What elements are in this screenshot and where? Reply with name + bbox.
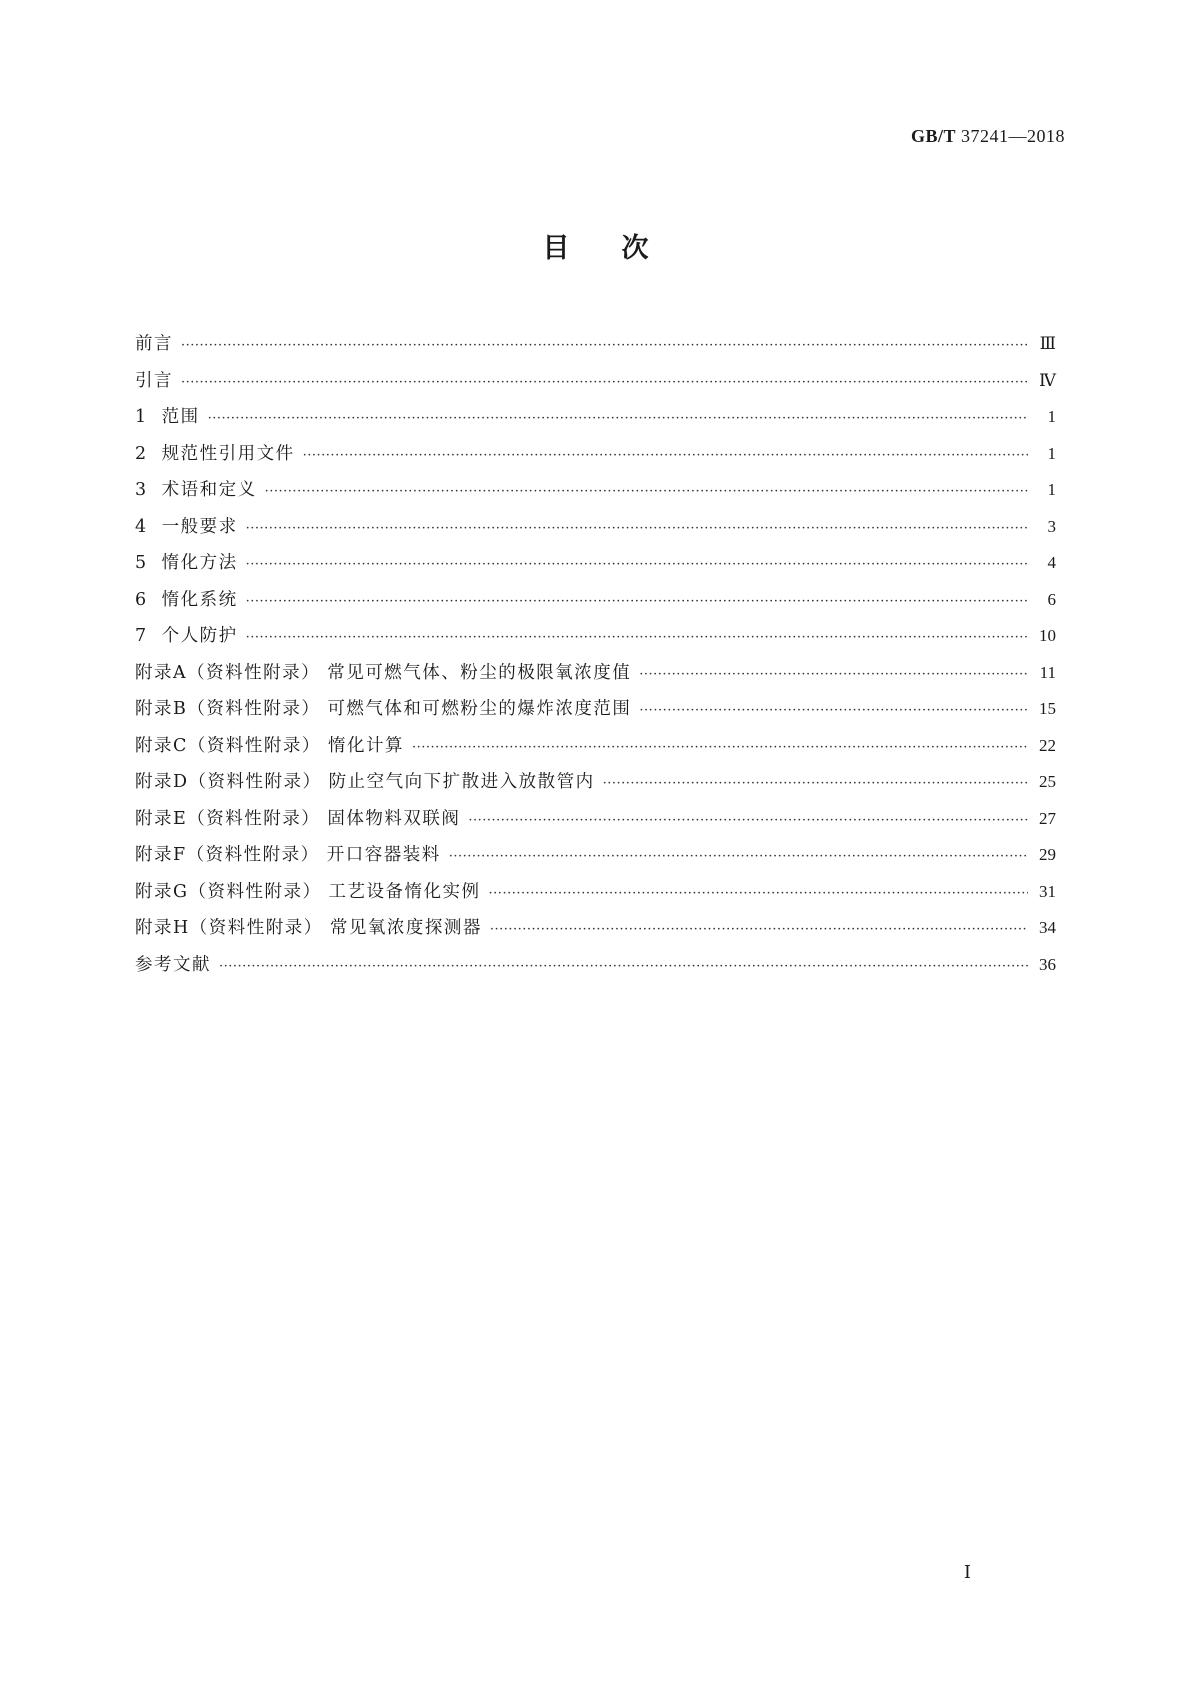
toc-entry-label-group [135, 618, 246, 655]
toc-dot-leader [246, 547, 1028, 584]
toc-entry[interactable] [135, 655, 1056, 692]
toc-entry-page: 25 [1039, 772, 1056, 791]
toc-dot-leader [181, 328, 1028, 365]
toc-entry-number: 6 [135, 589, 148, 610]
toc-entry-title: 个人防护 [161, 626, 238, 646]
toc-entry-title: 附录A（资料性附录） 常见可燃气体、粉尘的极限氧浓度值 [135, 662, 632, 683]
toc-entry-page: 34 [1039, 918, 1056, 937]
toc-dot-leader [449, 839, 1028, 876]
toc-entry-page: 3 [1047, 516, 1056, 536]
toc-entry-label-group [135, 910, 490, 947]
toc-entry-number: 2 [135, 443, 148, 464]
toc-entry-number: 7 [135, 626, 148, 646]
toc-entry-label-group [135, 509, 246, 546]
toc-entry[interactable] [135, 545, 1056, 582]
toc-entry-title: 范围 [161, 407, 200, 427]
toc-entry-label-group [135, 801, 468, 838]
toc-entry-label-group [135, 399, 208, 436]
toc-entry-title: 引言 [135, 370, 173, 391]
toc-entry-title: 术语和定义 [161, 480, 257, 500]
toc-entry[interactable] [135, 764, 1056, 801]
toc-entry-page: Ⅳ [1039, 370, 1056, 390]
toc-entry-label-group [135, 837, 449, 874]
toc-entry-label-group [135, 947, 219, 984]
toc-dot-leader [489, 876, 1028, 913]
toc-entry-label-group [135, 764, 603, 801]
toc-entry-page: 29 [1039, 845, 1056, 864]
toc-entry-title: 前言 [135, 334, 173, 354]
toc-entry-title: 附录E（资料性附录） 固体物料双联阀 [135, 808, 461, 829]
toc-dot-leader [603, 766, 1028, 803]
toc-entry-title: 惰化方法 [161, 553, 238, 573]
toc-entry[interactable] [135, 509, 1056, 546]
toc-entry-page: 27 [1039, 808, 1056, 828]
toc-dot-leader [639, 693, 1028, 730]
toc-dot-leader [639, 657, 1028, 694]
toc-entry-page: 36 [1039, 954, 1056, 974]
toc-dot-leader [208, 401, 1028, 438]
page-number: Ⅰ [963, 1562, 971, 1582]
toc-entry-title: 附录G（资料性附录） 工艺设备惰化实例 [135, 881, 481, 902]
toc-entry-title: 附录B（资料性附录） 可燃气体和可燃粉尘的爆炸浓度范围 [135, 699, 632, 719]
toc-entry[interactable] [135, 837, 1056, 874]
toc-entry[interactable] [135, 363, 1056, 400]
toc-entry[interactable] [135, 399, 1056, 436]
toc-dot-leader [219, 949, 1028, 986]
toc-title: 目次 [542, 233, 701, 264]
toc-dot-leader [412, 730, 1028, 767]
toc-entry-label-group [135, 582, 246, 619]
toc-dot-leader [468, 803, 1028, 840]
toc-entry[interactable] [135, 728, 1056, 765]
toc-dot-leader [181, 365, 1028, 402]
toc-dot-leader [303, 438, 1028, 475]
toc-entry[interactable] [135, 801, 1056, 838]
standard-prefix: GB/T [910, 126, 956, 146]
toc-entry-number: 1 [135, 407, 148, 427]
toc-entry-label-group [135, 728, 412, 765]
toc-dot-leader [246, 620, 1028, 657]
toc-entry[interactable] [135, 582, 1056, 619]
toc-list [135, 326, 1056, 983]
toc-entry-page: 4 [1047, 553, 1056, 572]
toc-entry-page: 31 [1039, 881, 1056, 901]
toc-dot-leader [265, 474, 1028, 511]
toc-entry-title: 附录H（资料性附录） 常见氧浓度探测器 [135, 918, 482, 938]
toc-entry[interactable] [135, 910, 1056, 947]
toc-dot-leader [246, 511, 1028, 548]
toc-entry-title: 规范性引用文件 [161, 443, 295, 464]
toc-entry-label-group [135, 655, 639, 692]
toc-entry-label-group [135, 436, 303, 473]
toc-entry-page: 15 [1039, 699, 1056, 718]
toc-entry-number: 4 [135, 516, 148, 537]
toc-entry-number: 5 [135, 553, 148, 573]
toc-entry-page: 1 [1047, 443, 1056, 463]
toc-entry-label-group [135, 874, 489, 911]
toc-entry-number: 3 [135, 480, 148, 500]
toc-entry[interactable] [135, 326, 1056, 363]
toc-entry-title: 附录F（资料性附录） 开口容器装料 [135, 845, 441, 865]
standard-code: 37241—2018 [961, 126, 1065, 146]
toc-entry-label-group [135, 472, 265, 509]
toc-entry[interactable] [135, 472, 1056, 509]
toc-entry[interactable] [135, 874, 1056, 911]
toc-entry-page: 11 [1039, 662, 1056, 682]
toc-entry-page: 10 [1039, 626, 1056, 645]
toc-entry-page: 1 [1047, 407, 1056, 426]
toc-entry-label-group [135, 545, 246, 582]
toc-entry-title: 参考文献 [135, 954, 211, 975]
toc-entry[interactable] [135, 691, 1056, 728]
toc-dot-leader [246, 584, 1028, 621]
toc-entry[interactable] [135, 618, 1056, 655]
toc-entry-page: 6 [1047, 589, 1056, 609]
toc-entry-label-group [135, 691, 639, 728]
toc-entry[interactable] [135, 436, 1056, 473]
toc-entry-title: 附录D（资料性附录） 防止空气向下扩散进入放散管内 [135, 772, 595, 792]
toc-entry-title: 惰化系统 [161, 589, 238, 610]
toc-entry-page: 22 [1039, 735, 1056, 755]
toc-entry[interactable] [135, 947, 1056, 984]
toc-entry-title: 附录C（资料性附录） 惰化计算 [135, 735, 404, 756]
toc-entry-label-group [135, 326, 181, 363]
toc-entry-title: 一般要求 [161, 516, 238, 537]
toc-entry-label-group [135, 363, 181, 400]
toc-entry-page: Ⅲ [1039, 334, 1056, 353]
standard-number [911, 126, 1065, 147]
toc-dot-leader [490, 912, 1028, 949]
toc-entry-page: 1 [1047, 480, 1056, 499]
